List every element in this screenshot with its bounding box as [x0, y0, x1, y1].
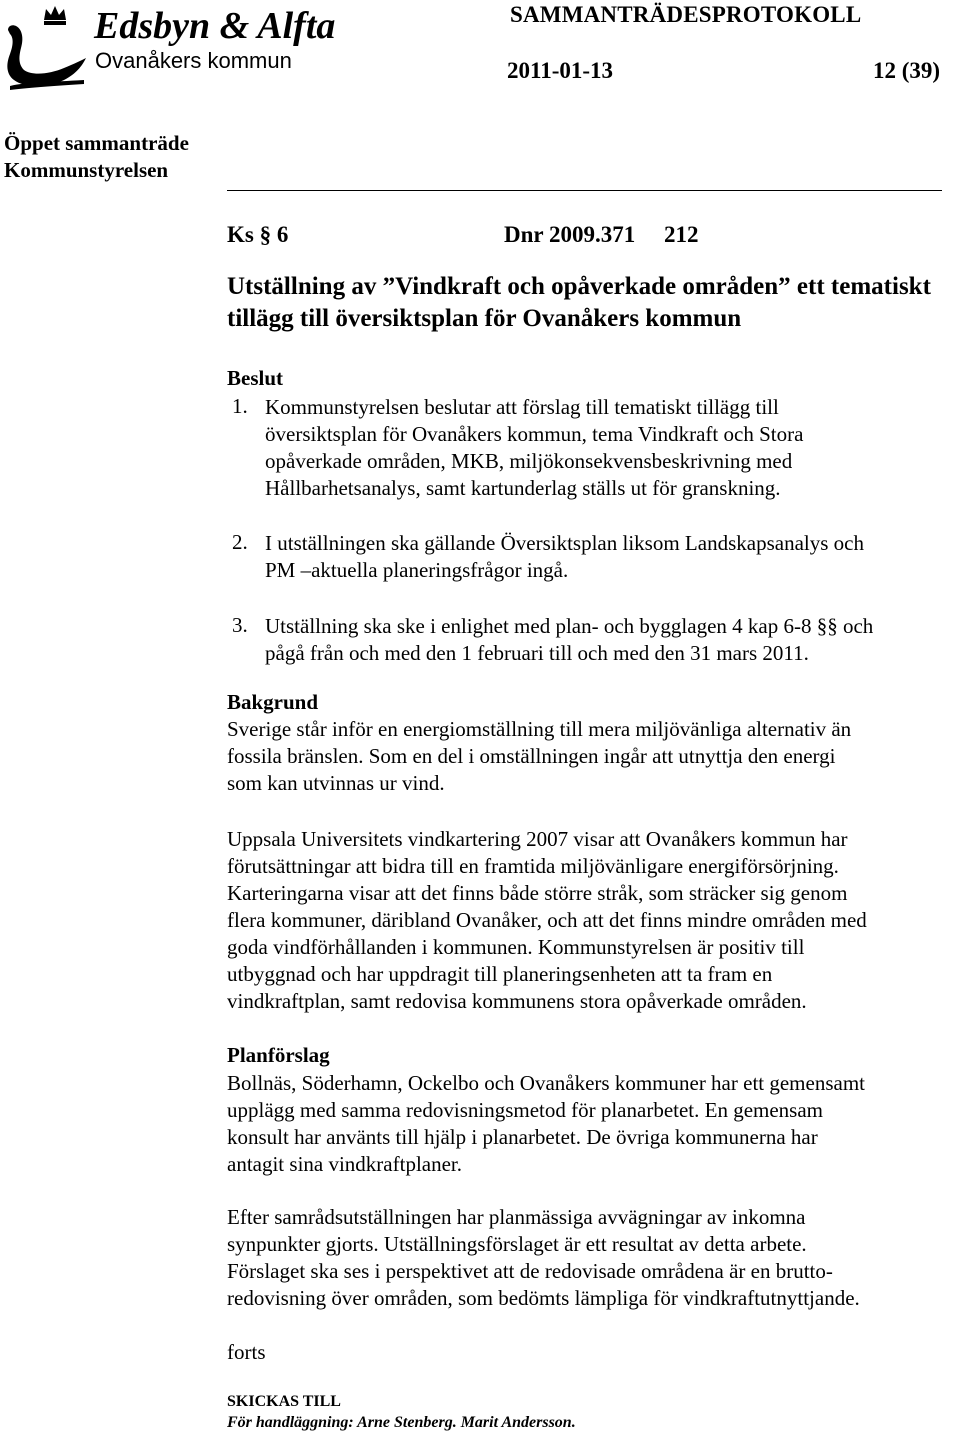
case-dnr: Dnr 2009.371 212 [504, 222, 699, 247]
beslut-item-1-number: 1. [232, 394, 248, 418]
planforslag-paragraph-2: Efter samrådsutställningen har planmässiga avvägningar av inkomna synpunkter gjorts. Utställningsförslaget är ett resultat av detta arbete. Förslaget ska ses i perspektivet att de redovisade områdena är en brutto- redovisning över områden, som bedömts lämpliga för vindkraftutnyttjande. [227, 1205, 860, 1310]
beslut-heading: Beslut [227, 366, 284, 390]
skickas-till-label: SKICKAS TILL [227, 1393, 341, 1410]
beslut-item-1-text: Kommunstyrelsen beslutar att förslag till tematiskt tillägg till översiktsplan för Ovanåkers kommun, tema Vindkraft och Stora opåverkade områden, MKB, miljökonsekvensbeskrivning med Hållbarhetsanalys, samt kartunderlag ställs ut för granskning. [265, 395, 804, 500]
document-type: SAMMANTRÄDESPROTOKOLL [510, 2, 862, 27]
planforslag-heading: Planförslag [227, 1043, 330, 1067]
crown-icon [44, 6, 66, 25]
beslut-item-2-number: 2. [232, 530, 248, 554]
bakgrund-heading: Bakgrund [227, 690, 319, 714]
bakgrund-paragraph-1: Sverige står inför en energiomställning till mera miljövänliga alternativ än fossila bränslen. Som en del i omställningen ingår att utnyttja den energi som kan utvinnas ur vind. [227, 717, 852, 795]
beslut-item-3-text: Utställning ska ske i enlighet med plan- och bygglagen 4 kap 6-8 §§ och pågå från och med den 1 februari till och med den 31 mars 2011. [265, 614, 874, 665]
planforslag-paragraph-1: Bollnäs, Söderhamn, Ockelbo och Ovanåkers kommuner har ett gemensamt upplägg med samma redovisningsmetod för planarbetet. En gemensam konsult har använts till hjälp i planarbetet. De övriga kommunerna har antagit sina vindkraftplaner. [227, 1071, 865, 1176]
logo-text-line2: Ovanåkers kommun [95, 48, 292, 73]
meeting-info [4, 130, 189, 184]
swan-icon [7, 25, 86, 86]
beslut-item-2-text: I utställningen ska gällande Översiktsplan liksom Landskapsanalys och PM –aktuella planeringsfrågor ingå. [265, 531, 864, 582]
meeting-type: Öppet sammanträde [4, 131, 189, 155]
case-paragraph-number: Ks § 6 [227, 222, 289, 247]
beslut-item-3-number: 3. [232, 613, 248, 637]
meeting-body: Kommunstyrelsen [4, 158, 169, 182]
case-title: Utställning av ”Vindkraft och opåverkade områden” ett tematiskt tillägg till översiktsplan för Ovanåkers kommun [227, 273, 931, 332]
forts-label: forts [227, 1340, 266, 1364]
page-number: 12 (39) [873, 58, 941, 83]
meeting-date: 2011-01-13 [507, 58, 614, 83]
handlaggning-line: För handläggning: Arne Stenberg. Marit Andersson. [227, 1414, 576, 1431]
header-divider [227, 190, 942, 191]
bakgrund-paragraph-2: Uppsala Universitets vindkartering 2007 visar att Ovanåkers kommun har förutsättningar att bidra till en framtida miljövänligare energiförsörjning. Karteringarna visar att det finns både större stråk, som sträcker sig genom flera kommuner, däribland Ovanåker, och att det finns mindre områden med goda vindförhållanden i kommunen. Kommunstyrelsen är positiv till utbyggnad och har uppdragit till planeringsenheten att ta fram en vindkraftplan, samt redovisa kommunens stora opåverkade områden. [227, 827, 867, 1013]
logo-text-line1: Edsbyn & Alfta [94, 5, 336, 47]
municipality-logo [2, 2, 362, 92]
